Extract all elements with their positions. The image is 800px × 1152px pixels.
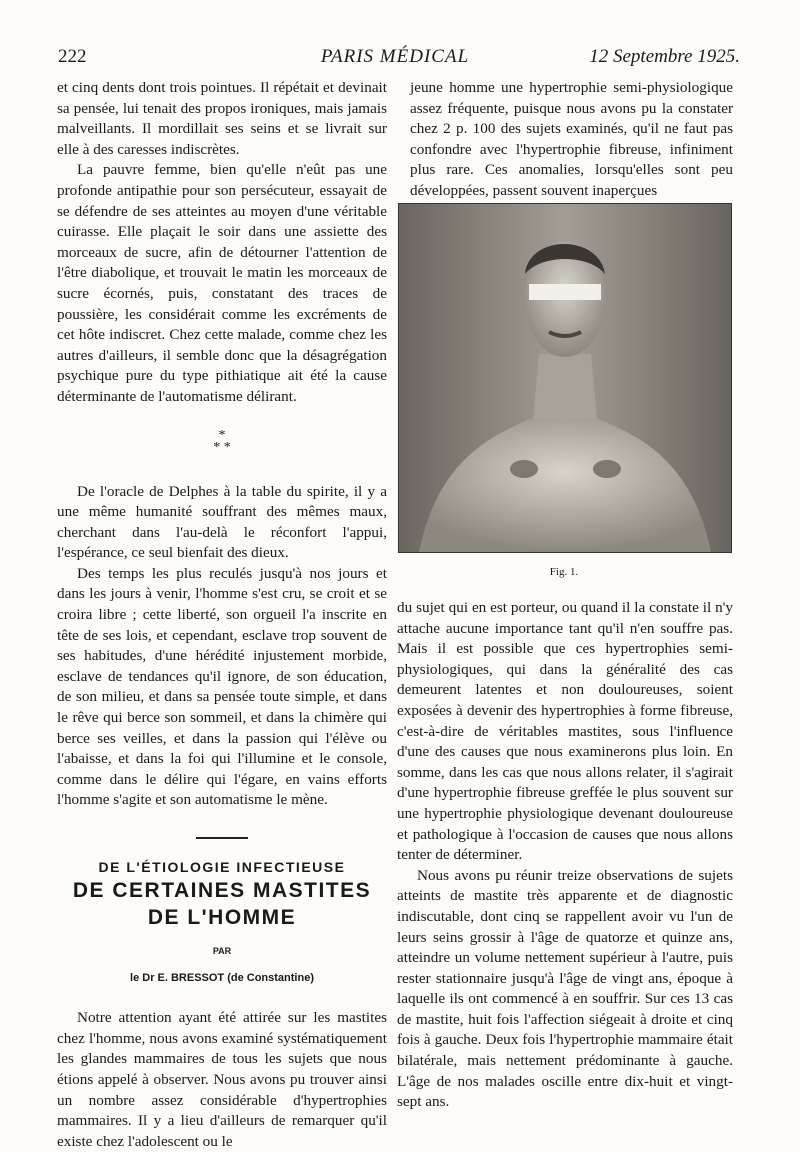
paragraph: Des temps les plus reculés jusqu'à nos jours et dans les jours à venir, l'homme s'est cru, se croit et se croira libre ; cette liberté, son orgueil l'a inscrite en tête de ses lois, et cependant, esclave trop souvent de ses habitudes, d'une hérédité injustement morbide, esclave de tendances qu'il ignore, de son éducation, de son milieu, et dans sa pensée toute simple, et dans le rêve qui berce son sommeil, et dans la chimère qui berce ses veilles, et dans la passion qui l'élève ou l'abaisse, et dans la foi qui l'illumine et le console, comme dans le délire qui l'égare, en vains efforts l'homme s'agite et son automatisme le mène. — [57, 564, 387, 809]
article-author: le Dr E. BRESSOT (de Constantine) — [130, 971, 314, 984]
byline-par: PAR — [212, 946, 232, 956]
portrait-illustration — [399, 204, 731, 552]
article-title-line-3: DE L'HOMME — [147, 906, 297, 929]
page-header — [50, 44, 740, 70]
paragraph: et cinq dents dont trois pointues. Il répétait et devinait sa pensée, lui tenait des propos ironiques, mais jamais malveillants. Il mordillait ses seins et se livrait sur elle à des caresses indiscrètes. — [57, 79, 387, 158]
paragraph: jeune homme une hypertrophie semi-physiologique assez fréquente, puisque nous avons pu la constater chez 2 p. 100 des sujets examinés, qu'il ne faut pas confondre avec l'hypertrophie fibreuse, infiniment plus rare. Ces anomalies, lorsqu'elles sont peu développées, passent souvent inaperçues — [410, 79, 733, 199]
article-title-line-2: DE CERTAINES MASTITES — [72, 879, 372, 902]
issue-date: 12 Septembre 1925. — [589, 46, 740, 67]
paragraph: du sujet qui en est porteur, ou quand il la constate il n'y attache aucune importance tant qu'il n'en souffre pas. Mais il est possible que ces hypertrophies semi-physiologiques, qui dans la généralité des cas demeurent latentes et non douloureuses, soient exposées à devenir des hypertrophies à forme fibreuse, c'est-à-dire de véritables mastites, sous l'influence d'une des causes que nous examinerons plus loin. En somme, dans les cas que nous allons relater, il s'agirait d'une hypertrophie fibreuse greffée le plus souvent sur une hypertrophie physiologique devenant douloureuse et pathologique à l'occasion de causes que nous allons tenter de déterminer. — [397, 599, 733, 864]
divider — [196, 837, 248, 839]
paragraph: Notre attention ayant été attirée sur les mastites chez l'homme, nous avons examiné systématiquement les glandes mammaires de tous les sujets que nous étions appelé à observer. Nous avons pu trouver ainsi un nombre assez considérable d'hypertrophies mammaires. Il y a lieu d'ailleurs de remarquer qu'il existe chez l'adolescent ou le — [57, 1009, 387, 1150]
paragraph: La pauvre femme, bien qu'elle n'eût pas une profonde antipathie pour son persécuteur, essayait de se défendre de ses atteintes au moyen d'une véritable cuirasse. Elle plaçait le soir dans une assiette des morceaux de sucre, afin de détourner l'attention de l'être diabolique, et trouvait le matin les morceaux de sucre écornés, puis, constatant des traces de poussière, les considérait comme les excréments de cet hôte indiscret. Chez cette malade, comme chez les autres d'ailleurs, il semble donc que la désagrégation psychique pure du type pithiatique ait été la cause déterminante de l'automatisme délirant. — [57, 161, 387, 405]
right-column-top — [410, 78, 733, 202]
asterism-bottom: * * — [213, 439, 231, 455]
section-separator — [57, 427, 387, 455]
paragraph: Nous avons pu réunir treize observations de sujets atteints de mastite très apparente et de diagnostic indiscutable, dont cinq se rappellent avoir vu l'un de leurs seins grossir à l'âge de quatorze et quinze ans, atteindre un volume nettement supérieur à l'autre, puis rester stationnaire jusqu'à l'âge de vingt ans, époque à laquelle ils ont commencé à en souffrir. Sur ces 13 cas de mastite, huit fois l'affection siégeait à droite et cinq fois à gauche. Deux fois l'hypertrophie mammaire était bilatérale, mais nettement prédominante à gauche. L'âge de nos malades oscille entre dix-huit et vingt-sept ans. — [397, 866, 733, 1111]
figure-caption: Fig. 1. — [549, 566, 579, 578]
asterism-top: * — [218, 427, 226, 443]
figure-photograph — [398, 203, 732, 553]
right-column-bottom — [397, 598, 733, 1113]
page-number: 222 — [58, 46, 87, 67]
paragraph: De l'oracle de Delphes à la table du spirite, il y a une même humanité souffrant des mêmes maux, cherchant dans l'au-delà le réconfort l'appui, l'espérance, ce seul bienfait des dieux. — [57, 482, 387, 562]
left-column — [57, 78, 387, 1152]
article-title-line-1: DE L'ÉTIOLOGIE INFECTIEUSE — [98, 859, 346, 875]
journal-title: PARIS MÉDICAL — [320, 46, 470, 67]
